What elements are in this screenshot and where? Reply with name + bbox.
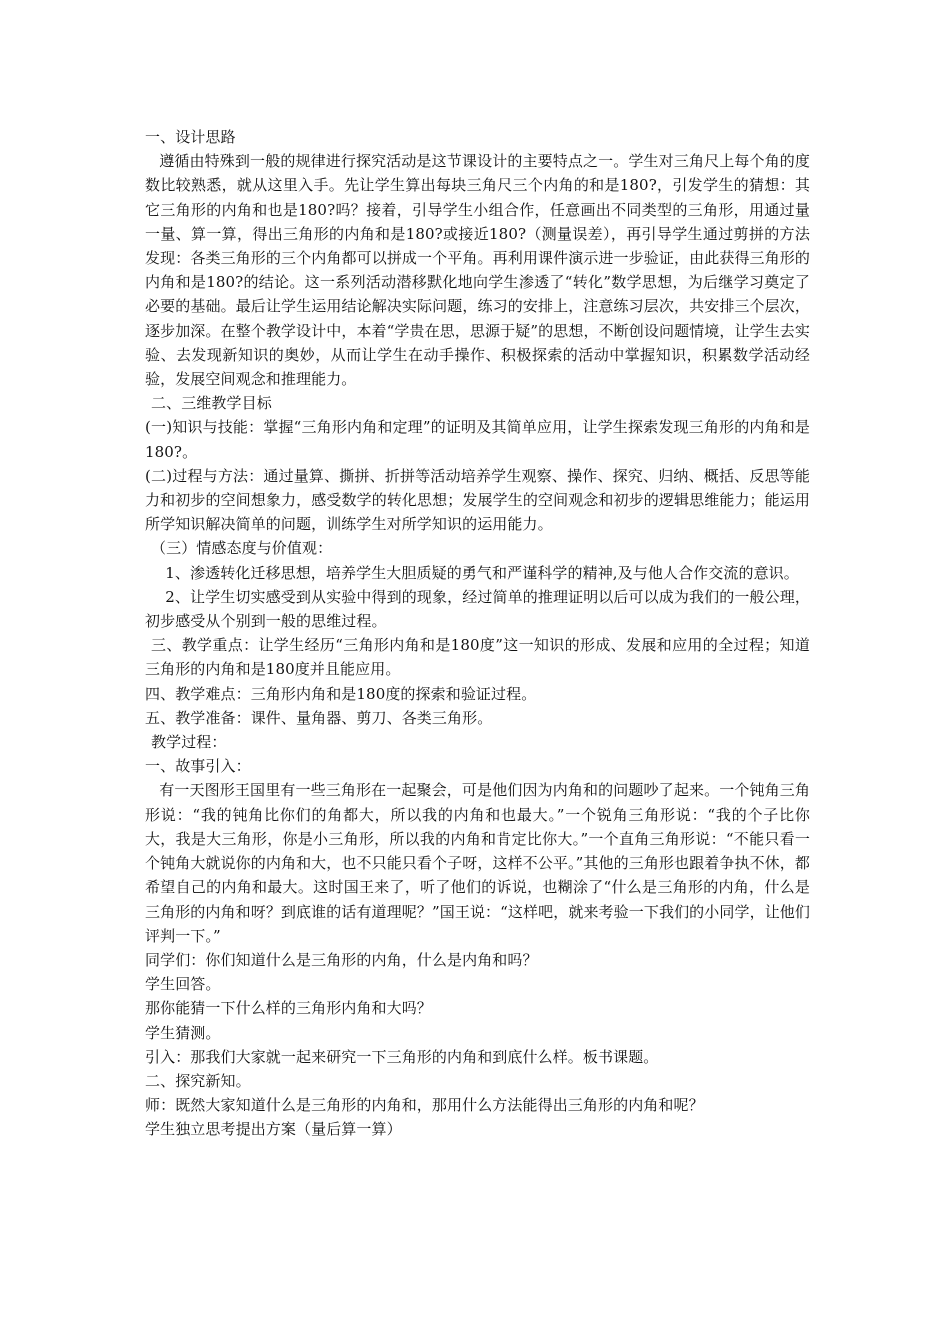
paragraph-student-answer: 学生回答。 — [145, 975, 221, 994]
paragraph-attitude-item-2: 2、让学生切实感受到从实验中得到的现象，经过简单的推理证明以后可以成为我们的一般公理，初步感受从个别到一般的思维过程。 — [145, 587, 810, 631]
paragraph-teaching-difficulty: 四、教学难点：三角形内角和是180度的探索和验证过程。 — [145, 684, 537, 703]
paragraph-goal-process: (二)过程与方法：通过量算、撕拼、折拼等活动培养学生观察、操作、探究、归纳、概括、反思等能力和初步的空间想象力，感受数学的转化思想；发展学生的空间观念和初步的逻辑思维能力；能运用所学知识解决简单的问题，训练学生对所学知识的运用能力。 — [145, 466, 810, 534]
paragraph-introduction: 引入：那我们大家就一起来研究一下三角形的内角和到底什么样。板书课题。 — [145, 1047, 659, 1066]
paragraph-question-2: 那你能猜一下什么样的三角形内角和大吗？ — [145, 999, 432, 1018]
paragraph-goal-knowledge: (一)知识与技能：掌握“三角形内角和定理”的证明及其简单应用，让学生探索发现三角形的内角和是180?。 — [145, 418, 810, 461]
section-heading-teaching-goals: 二、三维教学目标 — [151, 394, 272, 413]
paragraph-design-idea: 遵循由特殊到一般的规律进行探究活动是这节课设计的主要特点之一。学生对三角尺上每个角的度数比较熟悉，就从这里入手。先让学生算出每块三角尺三个内角的和是180?，引发学生的猜想：其它三角形的内角和也是180?吗？接着，引导学生小组合作，任意画出不同类型的三角形，用通过量一量、算一算，得出三角形的内角和是180?或接近180?（测量误差），再引导学生通过剪拼的方法发现：各类三角形的三个内角都可以拼成一个平角。再利用课件演示进一步验证，由此获得三角形的内角和是180?的结论。这一系列活动潜移默化地向学生渗透了“转化”数学思想，为后继学习奠定了必要的基础。最后让学生运用结论解决实际问题，练习的安排上，注意练习层次，共安排三个层次，逐步加深。在整个教学设计中，本着“学贵在思，思源于疑”的思想，不断创设问题情境，让学生去实验、去发现新知识的奥妙，从而让学生在动手操作、积极探索的活动中掌握知识，积累数学活动经验，发展空间观念和推理能力。 — [145, 152, 810, 389]
subheading-goal-attitude: （三）情感态度与价值观： — [151, 539, 333, 558]
paragraph-question-1: 同学们：你们知道什么是三角形的内角，什么是内角和吗？ — [145, 950, 538, 969]
section-heading-explore: 二、探究新知。 — [145, 1071, 251, 1090]
section-heading-design-idea: 一、设计思路 — [145, 128, 236, 146]
paragraph-teaching-preparation: 五、教学准备：课件、量角器、剪刀、各类三角形。 — [145, 708, 493, 727]
paragraph-teacher-question: 师：既然大家知道什么是三角形的内角和，那用什么方法能得出三角形的内角和呢？ — [145, 1096, 704, 1115]
paragraph-story: 有一天图形王国里有一些三角形在一起聚会，可是他们因为内角和的问题吵了起来。一个钝角三角形说：“我的钝角比你们的角都大，所以我的内角和也最大。”一个锐角三角形说：“我的个子比你大，我是大三角形，你是小三角形，所以我的内角和肯定比你大。”一个直角三角形说：“不能只看一个钝角大就说你的内角和大，也不只能只看个子呀，这样不公平。”其他的三角形也跟着争执不休，都希望自己的内角和最大。这时国王来了，听了他们的诉说，也糊涂了“什么是三角形的内角，什么是三角形的内角和呀？到底谁的话有道理呢？”国王说：“这样吧，就来考验一下我们的小同学，让他们评判一下。” — [145, 781, 810, 945]
paragraph-student-plan: 学生独立思考提出方案（量后算一算） — [145, 1120, 402, 1139]
paragraph-attitude-item-1: 1、渗透转化迁移思想，培养学生大胆质疑的勇气和严谨科学的精神,及与他人合作交流的意识。 — [165, 563, 799, 582]
paragraph-student-guess: 学生猜测。 — [145, 1023, 221, 1042]
paragraph-teaching-focus: 三、教学重点：让学生经历“三角形内角和是180度”这一知识的形成、发展和应用的全过程；知道三角形的内角和是180度并且能应用。 — [145, 636, 810, 679]
heading-teaching-process: 教学过程： — [151, 733, 227, 752]
section-heading-story-intro: 一、故事引入： — [145, 757, 251, 776]
document-body — [145, 125, 810, 1142]
